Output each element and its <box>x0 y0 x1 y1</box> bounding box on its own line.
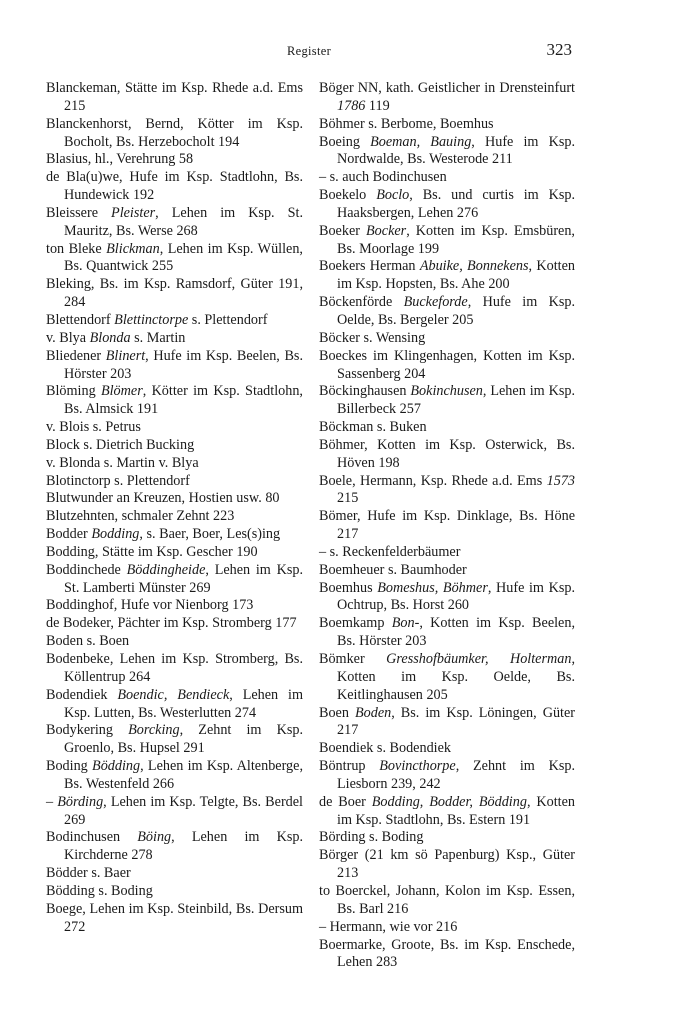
index-entry: Bodder Bodding, s. Baer, Boer, Les(s)ing <box>46 526 281 543</box>
index-entry: Boele, Hermann, Ksp. Rhede a.d. Ems 1573 215 <box>319 472 575 507</box>
index-entry: Bömker Gresshofbäumker, Holterman, Kotten im Ksp. Oelde, Bs. Keitlinghausen 205 <box>319 651 575 703</box>
index-entry: Blutzehnten, schmaler Zehnt 223 <box>46 508 235 525</box>
index-entry: Boemheuer s. Baumhoder <box>319 561 467 578</box>
index-entry: Börding s. Boding <box>319 829 424 846</box>
index-column-right <box>319 80 575 972</box>
index-entry: ton Bleke Blickman, Lehen im Ksp. Wüllen, Bs. Quantwick 255 <box>46 240 303 275</box>
index-entry: Boermarke, Groote, Bs. im Ksp. Enschede, Lehen 283 <box>319 936 575 971</box>
index-entry: Boeker Bocker, Kotten im Ksp. Emsbüren, Bs. Moorlage 199 <box>319 222 575 257</box>
index-entry: – s. Reckenfelderbäumer <box>319 543 461 560</box>
index-entry: Böcker s. Wensing <box>319 329 426 346</box>
index-entry: Boekelo Boclo, Bs. und curtis im Ksp. Haaksbergen, Lehen 276 <box>319 187 576 221</box>
index-column-left <box>46 80 303 937</box>
index-entry: Bliedener Blinert, Hufe im Ksp. Beelen, Bs. Hörster 203 <box>46 347 303 382</box>
index-entry: Bodykering Borcking, Zehnt im Ksp. Groenlo, Bs. Hupsel 291 <box>46 722 303 757</box>
index-entry: Blanckeman, Stätte im Ksp. Rhede a.d. Ems 215 <box>46 80 303 114</box>
page-number: 323 <box>546 40 572 59</box>
index-entry: Bodinchusen Böing, Lehen im Ksp. Kirchderne 278 <box>46 829 303 864</box>
index-entry: Böhmer, Kotten im Ksp. Osterwick, Bs. Höven 198 <box>319 436 575 471</box>
index-entry: Blutwunder an Kreuzen, Hostien usw. 80 <box>46 490 280 507</box>
index-entry: – Börding, Lehen im Ksp. Telgte, Bs. Berdel 269 <box>46 793 303 828</box>
index-entry: v. Blonda s. Martin v. Blya <box>46 454 199 471</box>
index-entry: Bodding, Stätte im Ksp. Gescher 190 <box>46 543 258 560</box>
index-entry: de Bla(u)we, Hufe im Ksp. Stadtlohn, Bs. Hundewick 192 <box>46 169 303 204</box>
index-entry: Böntrup Bovincthorpe, Zehnt im Ksp. Liesborn 239, 242 <box>319 758 575 792</box>
index-entry: Böckinghausen Bokinchusen, Lehen im Ksp. Billerbeck 257 <box>319 383 575 418</box>
index-entry: Blöming Blömer, Kötter im Ksp. Stadtlohn, Bs. Almsick 191 <box>46 383 303 418</box>
index-entry: Bleking, Bs. im Ksp. Ramsdorf, Güter 191, 284 <box>46 276 303 311</box>
index-entry: Bleissere Pleister, Lehen im Ksp. St. Mauritz, Bs. Werse 268 <box>46 204 303 239</box>
index-entry: Boddinchede Böddingheide, Lehen im Ksp. St. Lamberti Münster 269 <box>46 561 303 596</box>
index-entry: – Hermann, wie vor 216 <box>319 918 458 935</box>
index-entry: Blettendorf Blettinctorpe s. Plettendorf <box>46 311 268 328</box>
index-entry: v. Blya Blonda s. Martin <box>46 329 186 346</box>
index-entry: Boekers Herman Abuike, Bonnekens, Kotten im Ksp. Hopsten, Bs. Ahe 200 <box>319 258 575 293</box>
index-entry: de Boer Bodding, Bodder, Bödding, Kotten im Ksp. Stadtlohn, Bs. Estern 191 <box>319 793 575 828</box>
index-entry: Blanckenhorst, Bernd, Kötter im Ksp. Bocholt, Bs. Herzebocholt 194 <box>46 115 303 150</box>
index-entry: Bodenbeke, Lehen im Ksp. Stromberg, Bs. Köllentrup 264 <box>46 651 303 685</box>
index-entry: v. Blois s. Petrus <box>46 419 141 436</box>
index-entry: to Boerckel, Johann, Kolon im Ksp. Essen, Bs. Barl 216 <box>319 882 575 917</box>
index-entry: Boege, Lehen im Ksp. Steinbild, Bs. Dersum 272 <box>46 900 303 935</box>
index-entry: Boding Bödding, Lehen im Ksp. Altenberge, Bs. Westenfeld 266 <box>46 758 303 792</box>
index-entry: – s. auch Bodinchusen <box>319 169 447 186</box>
index-entry: Blasius, hl., Verehrung 58 <box>46 151 194 168</box>
index-entry: Bodendiek Boendic, Bendieck, Lehen im Ksp. Lutten, Bs. Westerlutten 274 <box>46 686 304 721</box>
index-entry: Boemhus Bomeshus, Böhmer, Hufe im Ksp. Ochtrup, Bs. Horst 260 <box>319 579 575 614</box>
index-entry: Boden s. Boen <box>46 633 130 650</box>
index-entry: Böhmer s. Berbome, Boemhus <box>319 115 494 132</box>
index-entry: Böger NN, kath. Geistlicher in Drensteinfurt 1786 119 <box>319 80 575 114</box>
index-entry: Bödding s. Boding <box>46 882 153 899</box>
index-entry: Boeckes im Klingenhagen, Kotten im Ksp. Sassenberg 204 <box>319 347 575 382</box>
index-entry: Block s. Dietrich Bucking <box>46 436 195 453</box>
index-entry: Boendiek s. Bodendiek <box>319 740 452 757</box>
index-entry: Bödder s. Baer <box>46 865 131 882</box>
running-head: Register <box>286 44 332 58</box>
index-entry: Böckenförde Buckeforde, Hufe im Ksp. Oelde, Bs. Bergeler 205 <box>319 294 575 328</box>
index-entry: Blotinctorp s. Plettendorf <box>46 472 190 489</box>
index-entry: Börger (21 km sö Papenburg) Ksp., Güter 213 <box>319 847 575 882</box>
index-entry: Boeing Boeman, Bauing, Hufe im Ksp. Nordwalde, Bs. Westerode 211 <box>319 133 576 168</box>
index-entry: de Bodeker, Pächter im Ksp. Stromberg 177 <box>46 615 297 632</box>
index-entry: Boddinghof, Hufe vor Nienborg 173 <box>46 597 254 614</box>
index-entry: Boen Boden, Bs. im Ksp. Löningen, Güter 217 <box>319 704 575 739</box>
index-entry: Böckman s. Buken <box>319 419 427 436</box>
index-entry: Bömer, Hufe im Ksp. Dinklage, Bs. Höne 217 <box>319 508 575 543</box>
page-header <box>46 38 572 62</box>
index-entry: Boemkamp Bon-, Kotten im Ksp. Beelen, Bs. Hörster 203 <box>319 615 575 650</box>
